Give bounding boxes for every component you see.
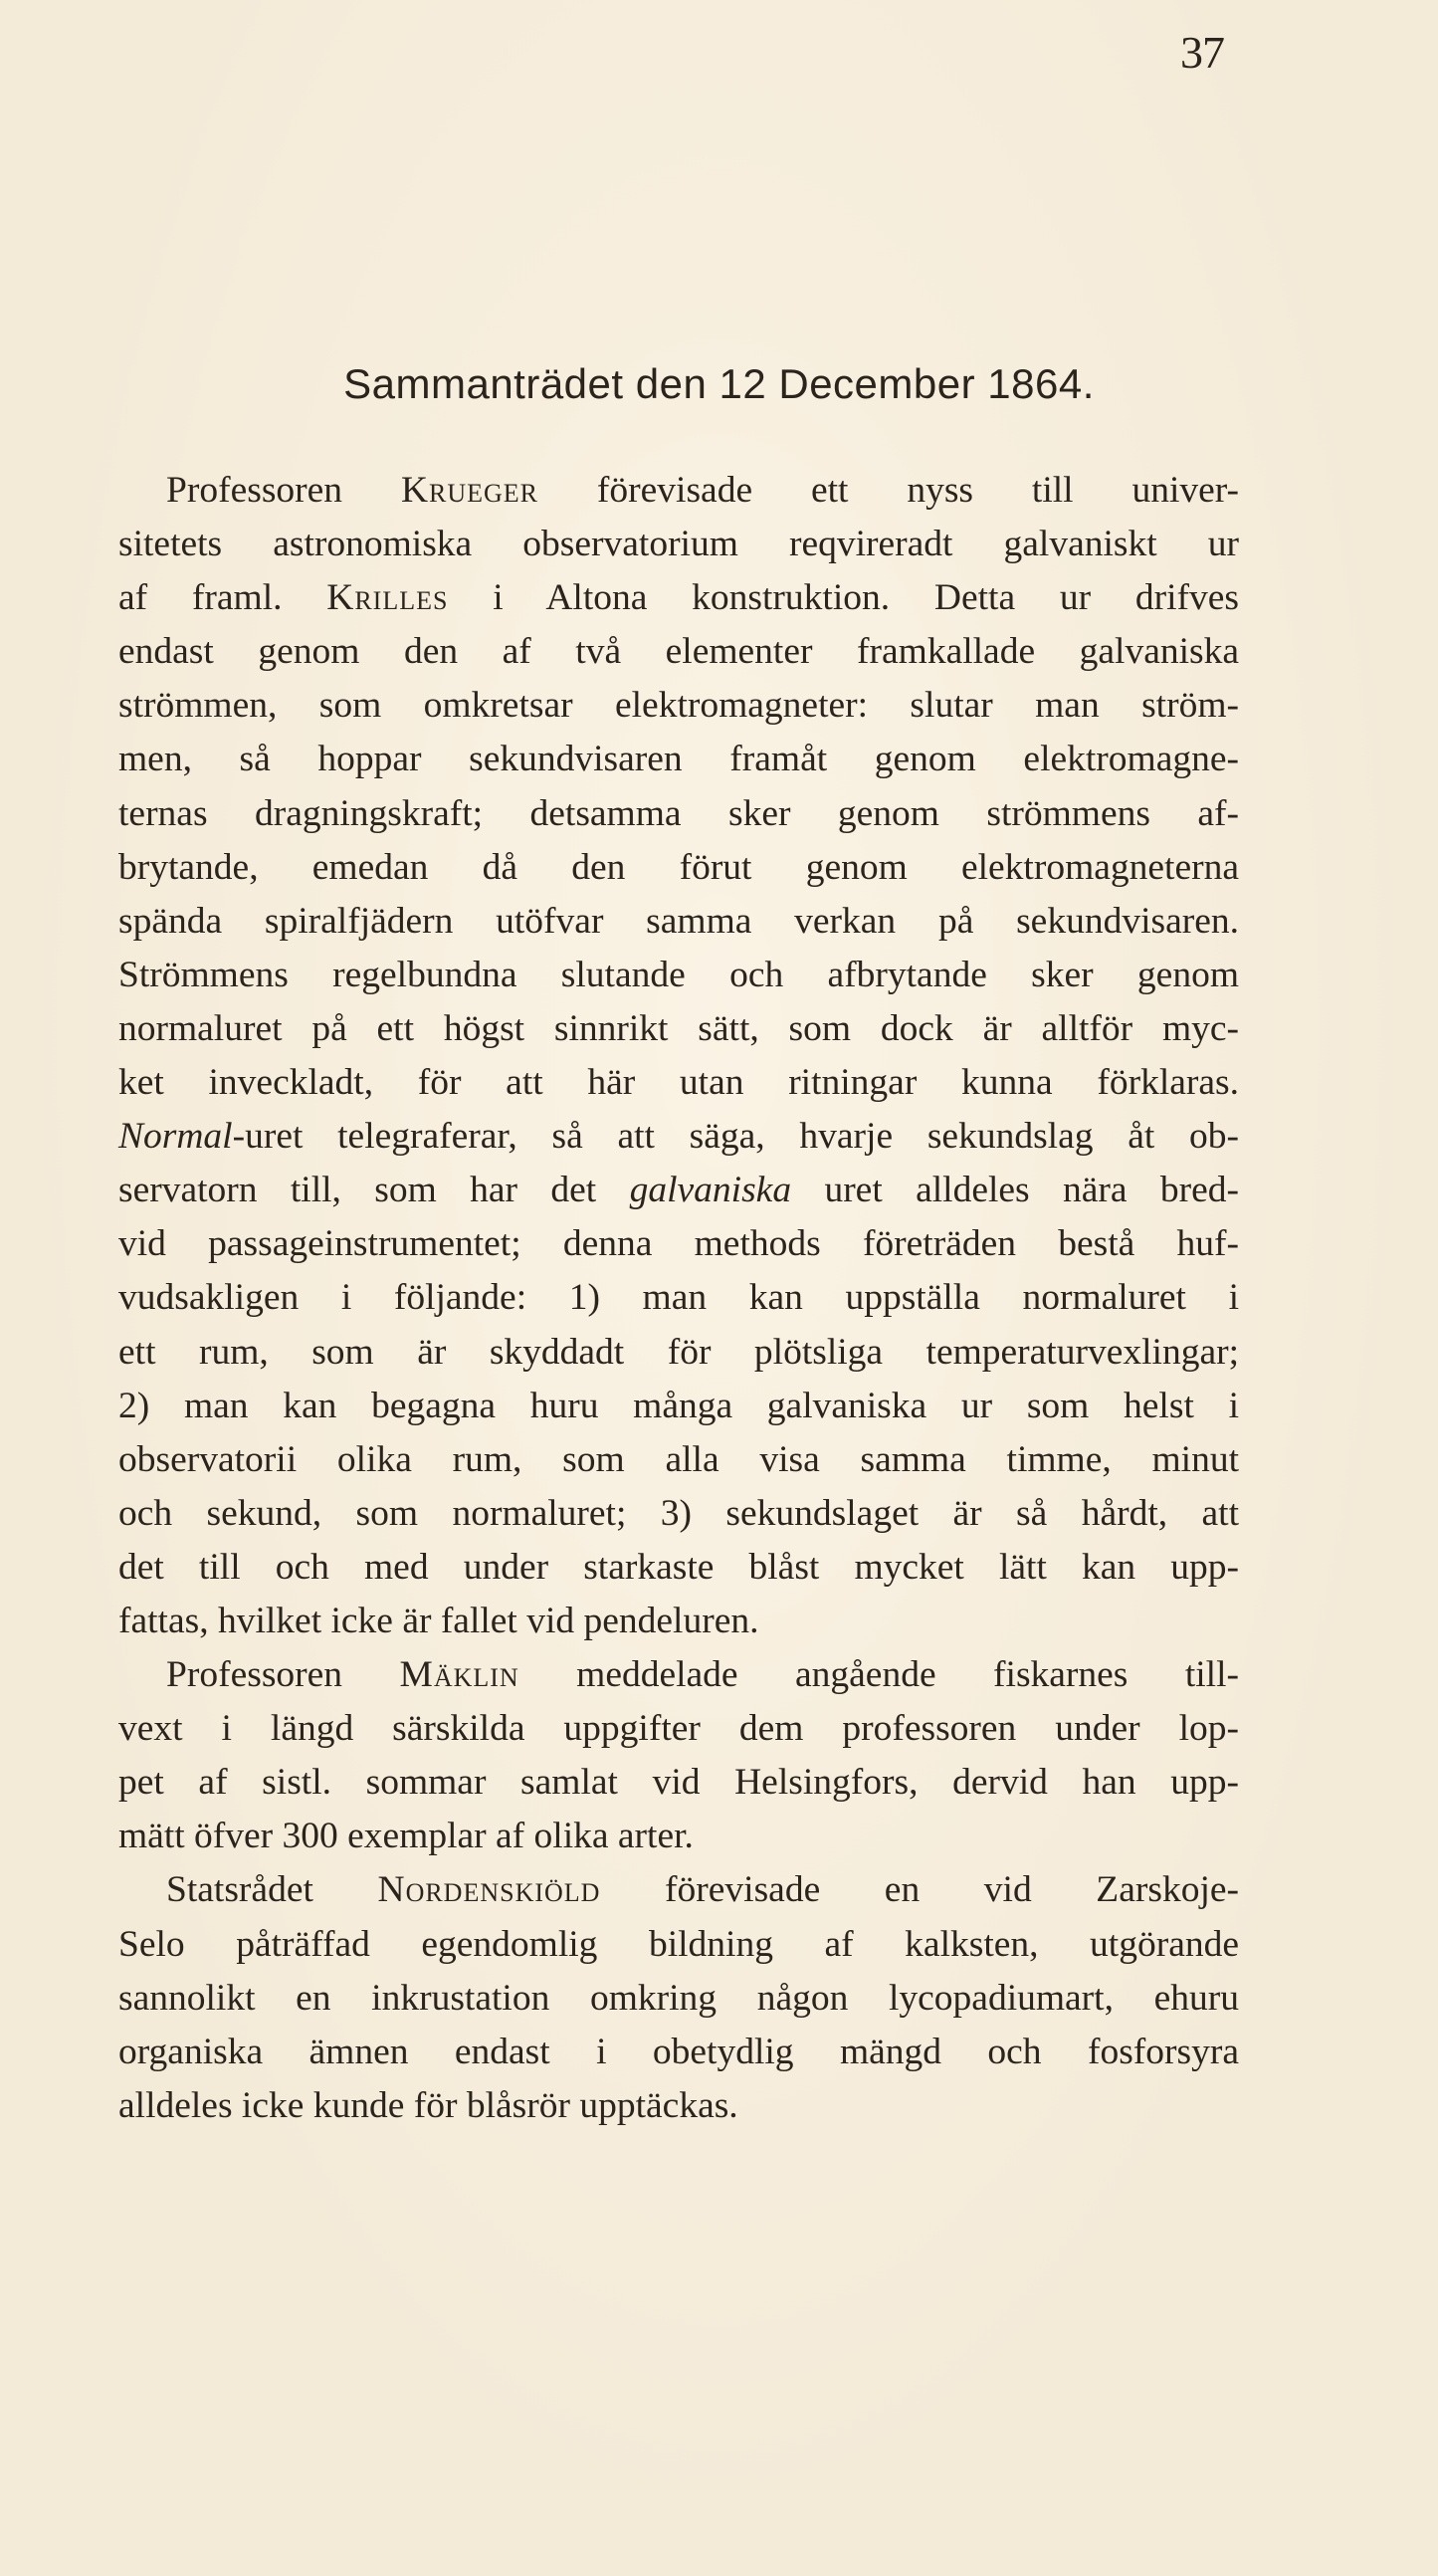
text-line: alldeles icke kunde för blåsrör upptäckas. [118,2084,738,2126]
text-line [118,1164,1239,1217]
text-span: Statsrådet [166,1869,378,1911]
text-span: förevisade en vid Zarskoje- [600,1869,1239,1911]
body-text [118,464,1239,2133]
text-line: vudsakligen i följande: 1) man kan uppställa normaluret i [118,1277,1239,1319]
text-line: endast genom den af två elementer framkallade galvaniska [118,631,1239,673]
person-name: Mäklin [399,1654,519,1696]
text-span: Professoren [166,1654,400,1696]
text-line: 2) man kan begagna huru många galvaniska ur som helst i [118,1385,1239,1426]
text-line [118,464,1239,518]
text-line: organiska ämnen endast i obetydlig mängd och fosforsyra [118,2031,1239,2072]
text-line: vid passageinstrumentet; denna methods företräden bestå huf- [118,1223,1239,1265]
text-span: servatorn till, som har det [118,1170,630,1211]
text-span: Professoren [166,470,401,511]
text-line: mätt öfver 300 exemplar af olika arter. [118,1816,694,1857]
text-line: observatorii olika rum, som alla visa samma timme, minut [118,1438,1239,1480]
person-name: Krilles [326,577,449,619]
text-span: af framl. [118,577,327,619]
text-line: brytande, emedan då den förut genom elektromagneterna [118,846,1239,888]
text-line: strömmen, som omkretsar elektromagneter: slutar man ström- [118,685,1239,727]
text-line: men, så hoppar sekundvisaren framåt genom elektromagne- [118,739,1239,780]
text-line: ett rum, som är skyddadt för plötsliga temperaturvexlingar; [118,1331,1239,1373]
text-span: i Altona konstruktion. Detta ur drifves [448,577,1239,619]
text-line: och sekund, som normaluret; 3) sekundslaget är så hårdt, att [118,1492,1239,1534]
person-name: Nordenskiöld [377,1869,601,1911]
page-number: 37 [1180,27,1224,78]
text-line: det till och med under starkaste blåst mycket lätt kan upp- [118,1546,1239,1588]
text-span: -uret telegraferar, så att säga, hvarje sekundslag åt ob- [232,1116,1239,1158]
text-line: pet af sistl. sommar samlat vid Helsingfors, dervid han upp- [118,1762,1239,1804]
section-heading: Sammanträdet den 12 December 1864. [343,360,1095,407]
text-line: sannolikt en inkrustation omkring någon lycopadiumart, ehuru [118,1977,1239,2019]
text-line: vext i längd särskilda uppgifter dem professoren under lop- [118,1708,1239,1750]
italic-span: Normal [118,1116,233,1158]
text-span: förevisade ett nyss till univer- [538,470,1239,511]
text-line [118,1863,1239,1917]
text-line: sitetets astronomiska observatorium reqvireradt galvaniskt ur [118,524,1239,565]
text-line: ket inveckladt, för att här utan ritningar kunna förklaras. [118,1062,1239,1104]
text-line [118,571,1239,625]
italic-span: galvaniska [629,1170,792,1211]
text-line: Strömmens regelbundna slutande och afbrytande sker genom [118,954,1239,995]
text-span: uret alldeles nära bred- [791,1170,1239,1211]
text-line: ternas dragningskraft; detsamma sker genom strömmens af- [118,792,1239,834]
text-line [118,1648,1239,1702]
person-name: Krueger [400,470,539,511]
text-span: meddelade angående fiskarnes till- [518,1654,1240,1696]
text-line [118,1110,1239,1164]
text-line: Selo påträffad egendomlig bildning af kalksten, utgörande [118,1923,1239,1965]
text-line: spända spiralfjädern utöfvar samma verkan på sekundvisaren. [118,900,1239,942]
text-line: fattas, hvilket icke är fallet vid pendeluren. [118,1600,759,1641]
text-line: normaluret på ett högst sinnrikt sätt, som dock är alltför myc- [118,1007,1239,1049]
